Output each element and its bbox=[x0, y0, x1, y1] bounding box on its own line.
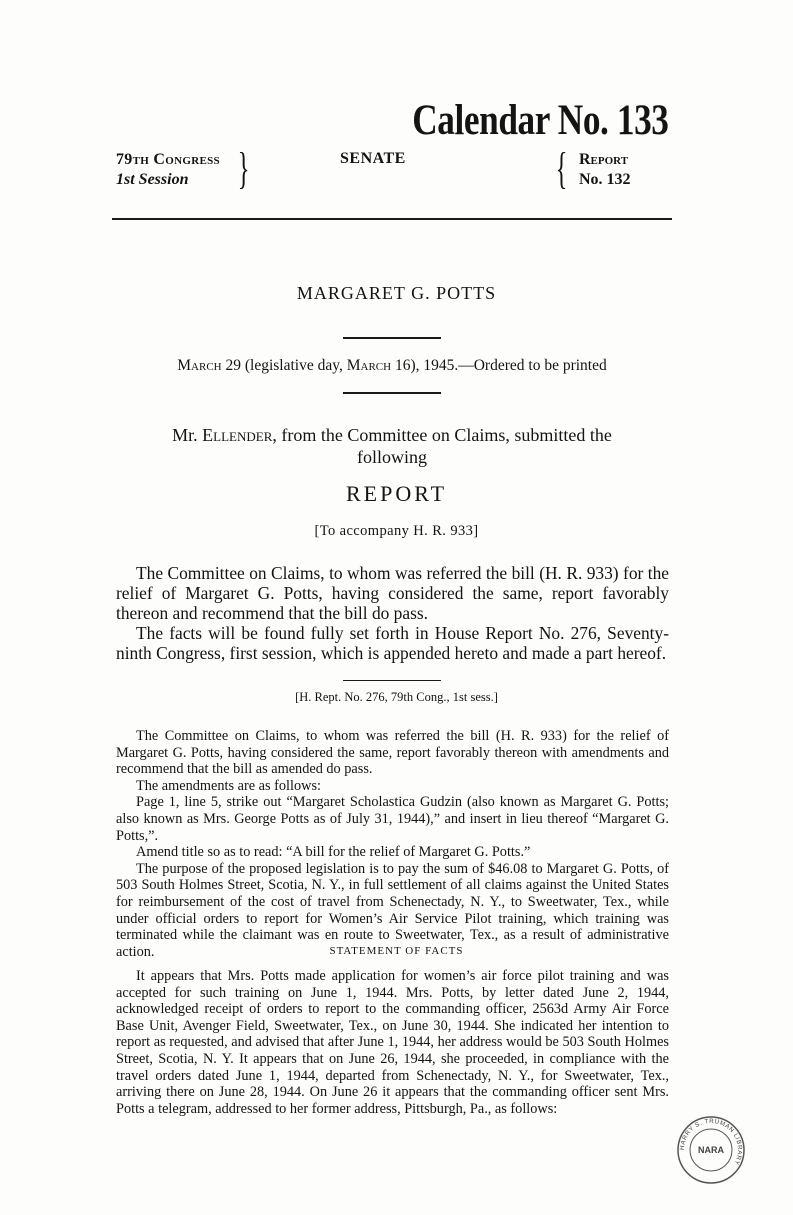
top-rule bbox=[112, 218, 672, 220]
paragraph: The purpose of the proposed legislation is to pay the sum of $46.08 to Margaret G. Potts, of 503 South Holmes Street, Scotia, N. Y., in full settlement of all claims against the United States for reimbursement of the cost of travel from Schenectady, N. Y., to Sweetwater, Tex., while under official orders to report for Women’s Air Service Pilot training, which training was terminated while the claimant was en route to Sweetwater, Tex., as a result of administrative action. bbox=[116, 860, 669, 960]
intro-text bbox=[116, 563, 669, 663]
congress-block bbox=[116, 150, 220, 190]
library-stamp-icon bbox=[676, 1115, 746, 1185]
report-heading: REPORT bbox=[345, 481, 448, 506]
congress: 79th Congress bbox=[116, 151, 220, 168]
session: 1st Session bbox=[116, 171, 189, 188]
dateline: March 29 (legislative day, March 16), 1945.—Ordered to be printed bbox=[177, 357, 607, 374]
svg-text:HARRY S. TRUMAN LIBRARY: HARRY S. TRUMAN LIBRARY bbox=[678, 1117, 744, 1167]
chamber: SENATE bbox=[340, 150, 406, 167]
bill-title: MARGARET G. POTTS bbox=[296, 283, 497, 303]
report-number: No. 132 bbox=[579, 171, 631, 188]
paragraph: The facts will be found fully set forth in House Report No. 276, Seventy-ninth Congress, first session, which is appended hereto and made a part hereof. bbox=[116, 623, 669, 663]
short-rule bbox=[343, 337, 441, 339]
calendar-number: Calendar No. 133 bbox=[412, 97, 669, 144]
paragraph: It appears that Mrs. Potts made application for women’s air force pilot training and was accepted for such training on June 1, 1944. Mrs. Potts, by letter dated June 2, 1944, acknowledged receipt of orders to report to the commanding officer, 2563d Army Air Force Base Unit, Avenger Field, Sweetwater, Tex., on June 30, 1944. She indicated her intention to report as requested, and advised that after June 1, 1944, her address would be 503 South Holmes Street, Scotia, N. Y. It appears that on June 26, 1944, she proceeded, in compliance with the travel orders dated June 1, 1944, departed from Schenectady, N. Y., for Sweetwater, Tex., arriving there on June 28, 1944. On June 26 it appears that the commanding officer sent Mrs. Potts a telegram, addressed to her former address, Pittsburgh, Pa., as follows: bbox=[116, 968, 669, 1117]
report-number-block bbox=[579, 150, 631, 190]
submitted-by: Mr. Ellender, from the Committee on Claims, submitted the following bbox=[172, 425, 612, 467]
house-report-reference: [H. Rept. No. 276, 79th Cong., 1st sess.] bbox=[295, 690, 498, 704]
report-label: Report bbox=[579, 151, 629, 168]
senator-name: Ellender bbox=[202, 425, 273, 445]
short-rule bbox=[343, 680, 441, 681]
accompany-line: [To accompany H. R. 933] bbox=[314, 523, 479, 539]
paragraph: Page 1, line 5, strike out “Margaret Scholastica Gudzin (also known as Margaret G. Potts; also known as Mrs. George Potts as of July 31, 1944),” and insert in lieu thereof “Margaret G. Potts,”. bbox=[116, 794, 669, 844]
paragraph: The Committee on Claims, to whom was referred the bill (H. R. 933) for the relief of Margaret G. Potts, having considered the same, report favorably thereon with amendments and recommend that the bill as amended do pass. bbox=[116, 728, 669, 778]
facts-text bbox=[116, 968, 669, 1117]
paragraph: The amendments are as follows: bbox=[136, 777, 322, 794]
svg-text:NARA: NARA bbox=[698, 1145, 724, 1155]
short-rule bbox=[343, 392, 441, 394]
house-report-text bbox=[116, 728, 669, 960]
right-brace: } bbox=[237, 144, 250, 193]
statement-of-facts-heading: STATEMENT OF FACTS bbox=[329, 945, 464, 957]
report-header bbox=[116, 144, 669, 194]
paragraph: The Committee on Claims, to whom was referred the bill (H. R. 933) for the relief of Margaret G. Potts, having considered the same, report favorably thereon and recommend that the bill do pass. bbox=[116, 563, 669, 623]
left-brace: { bbox=[555, 144, 568, 193]
paragraph: Amend title so as to read: “A bill for the relief of Margaret G. Potts.” bbox=[136, 844, 531, 861]
